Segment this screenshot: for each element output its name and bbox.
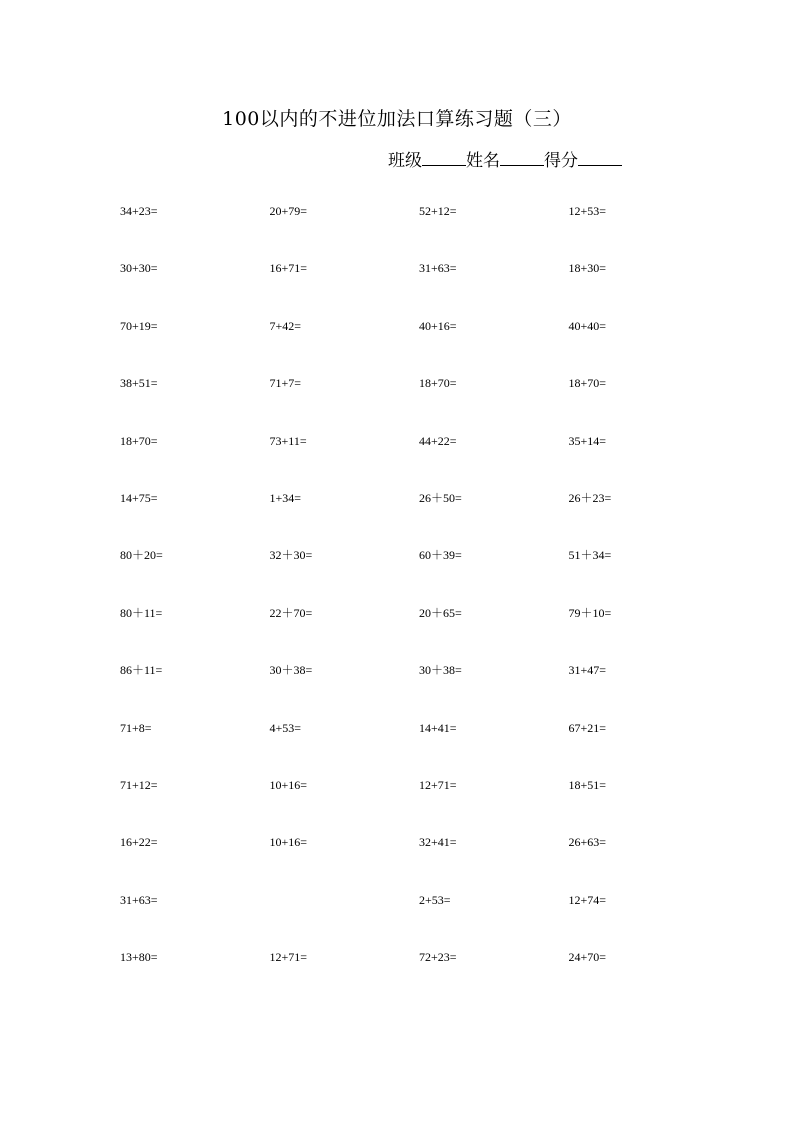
- score-blank[interactable]: [578, 150, 622, 166]
- problem-grid: [120, 202, 720, 1005]
- problem: 22＋70=: [269, 605, 313, 620]
- problem: 12+71=: [419, 777, 457, 792]
- problem-row: [120, 432, 720, 489]
- problem-row: [120, 833, 720, 890]
- problem-row: [120, 661, 720, 718]
- problem: 73+11=: [269, 433, 307, 448]
- problem: 38+51=: [120, 376, 158, 391]
- problem: 40+16=: [419, 318, 457, 333]
- problem: 26＋50=: [419, 490, 462, 505]
- problem: 35+14=: [568, 433, 607, 448]
- problem-row: [120, 948, 720, 1005]
- problem-row: [120, 374, 720, 431]
- problem: 24+70=: [568, 950, 607, 965]
- problem: 44+22=: [419, 433, 457, 448]
- problem: 86＋11=: [120, 663, 163, 678]
- worksheet-title: 100以内的不进位加法口算练习题（三）: [222, 108, 572, 130]
- problem: 18+51=: [568, 777, 607, 792]
- problem: 60＋39=: [419, 548, 462, 563]
- problem: 71+8=: [120, 720, 152, 735]
- problem: 18+30=: [568, 261, 607, 276]
- name-blank[interactable]: [500, 150, 544, 166]
- problem: 30＋38=: [419, 663, 462, 678]
- problem: 20＋65=: [419, 605, 462, 620]
- problem-row: [120, 317, 720, 374]
- problem: 80＋11=: [120, 605, 163, 620]
- class-blank[interactable]: [422, 150, 466, 166]
- problem: 13+80=: [120, 950, 158, 965]
- problem: 70+19=: [120, 318, 158, 333]
- problem: 67+21=: [568, 720, 607, 735]
- score-label: 得分: [544, 151, 578, 171]
- problem: 40+40=: [568, 318, 607, 333]
- problem-row: [120, 891, 720, 948]
- problem: 34+23=: [120, 204, 158, 218]
- problem: 52+12=: [419, 204, 457, 218]
- problem: 30+30=: [120, 261, 158, 276]
- class-label: 班级: [388, 151, 422, 171]
- problem: 16+22=: [120, 835, 158, 850]
- problem: 72+23=: [419, 950, 457, 965]
- problem: 80＋20=: [120, 548, 163, 563]
- problem-row: [120, 489, 720, 546]
- problem-row: [120, 776, 720, 833]
- problem: 26＋23=: [568, 490, 612, 505]
- problem: 32+41=: [419, 835, 457, 850]
- problem-row: [120, 202, 720, 259]
- problem: 18+70=: [120, 433, 158, 448]
- problem: 16+71=: [269, 261, 308, 276]
- problem: 10+16=: [269, 835, 308, 850]
- problem: 12+74=: [568, 892, 607, 907]
- problem: 79＋10=: [568, 605, 612, 620]
- problem: 71+7=: [269, 376, 302, 391]
- problem: 2+53=: [419, 892, 451, 907]
- problem: 31+47=: [568, 663, 607, 678]
- problem-row: [120, 604, 720, 661]
- problem-row: [120, 259, 720, 316]
- problem: 20+79=: [269, 204, 308, 218]
- problem: 12+53=: [568, 204, 607, 218]
- problem: 14+41=: [419, 720, 457, 735]
- problem: 1+34=: [269, 490, 302, 505]
- name-label: 姓名: [466, 151, 500, 171]
- problem: 26+63=: [568, 835, 607, 850]
- problem: 7+42=: [269, 318, 302, 333]
- problem: 14+75=: [120, 490, 158, 505]
- problem: 12+71=: [269, 950, 308, 965]
- problem: 32＋30=: [269, 548, 313, 563]
- problem: 31+63=: [120, 892, 158, 907]
- problem: 18+70=: [419, 376, 457, 391]
- problem: 31+63=: [419, 261, 457, 276]
- problem-row: [120, 546, 720, 603]
- student-info-line: [388, 146, 622, 171]
- problem: 30＋38=: [269, 663, 313, 678]
- problem: 71+12=: [120, 777, 158, 792]
- problem: 18+70=: [568, 376, 607, 391]
- problem: 51＋34=: [568, 548, 612, 563]
- problem: 10+16=: [269, 777, 308, 792]
- problem: 4+53=: [269, 720, 302, 735]
- problem-row: [120, 719, 720, 776]
